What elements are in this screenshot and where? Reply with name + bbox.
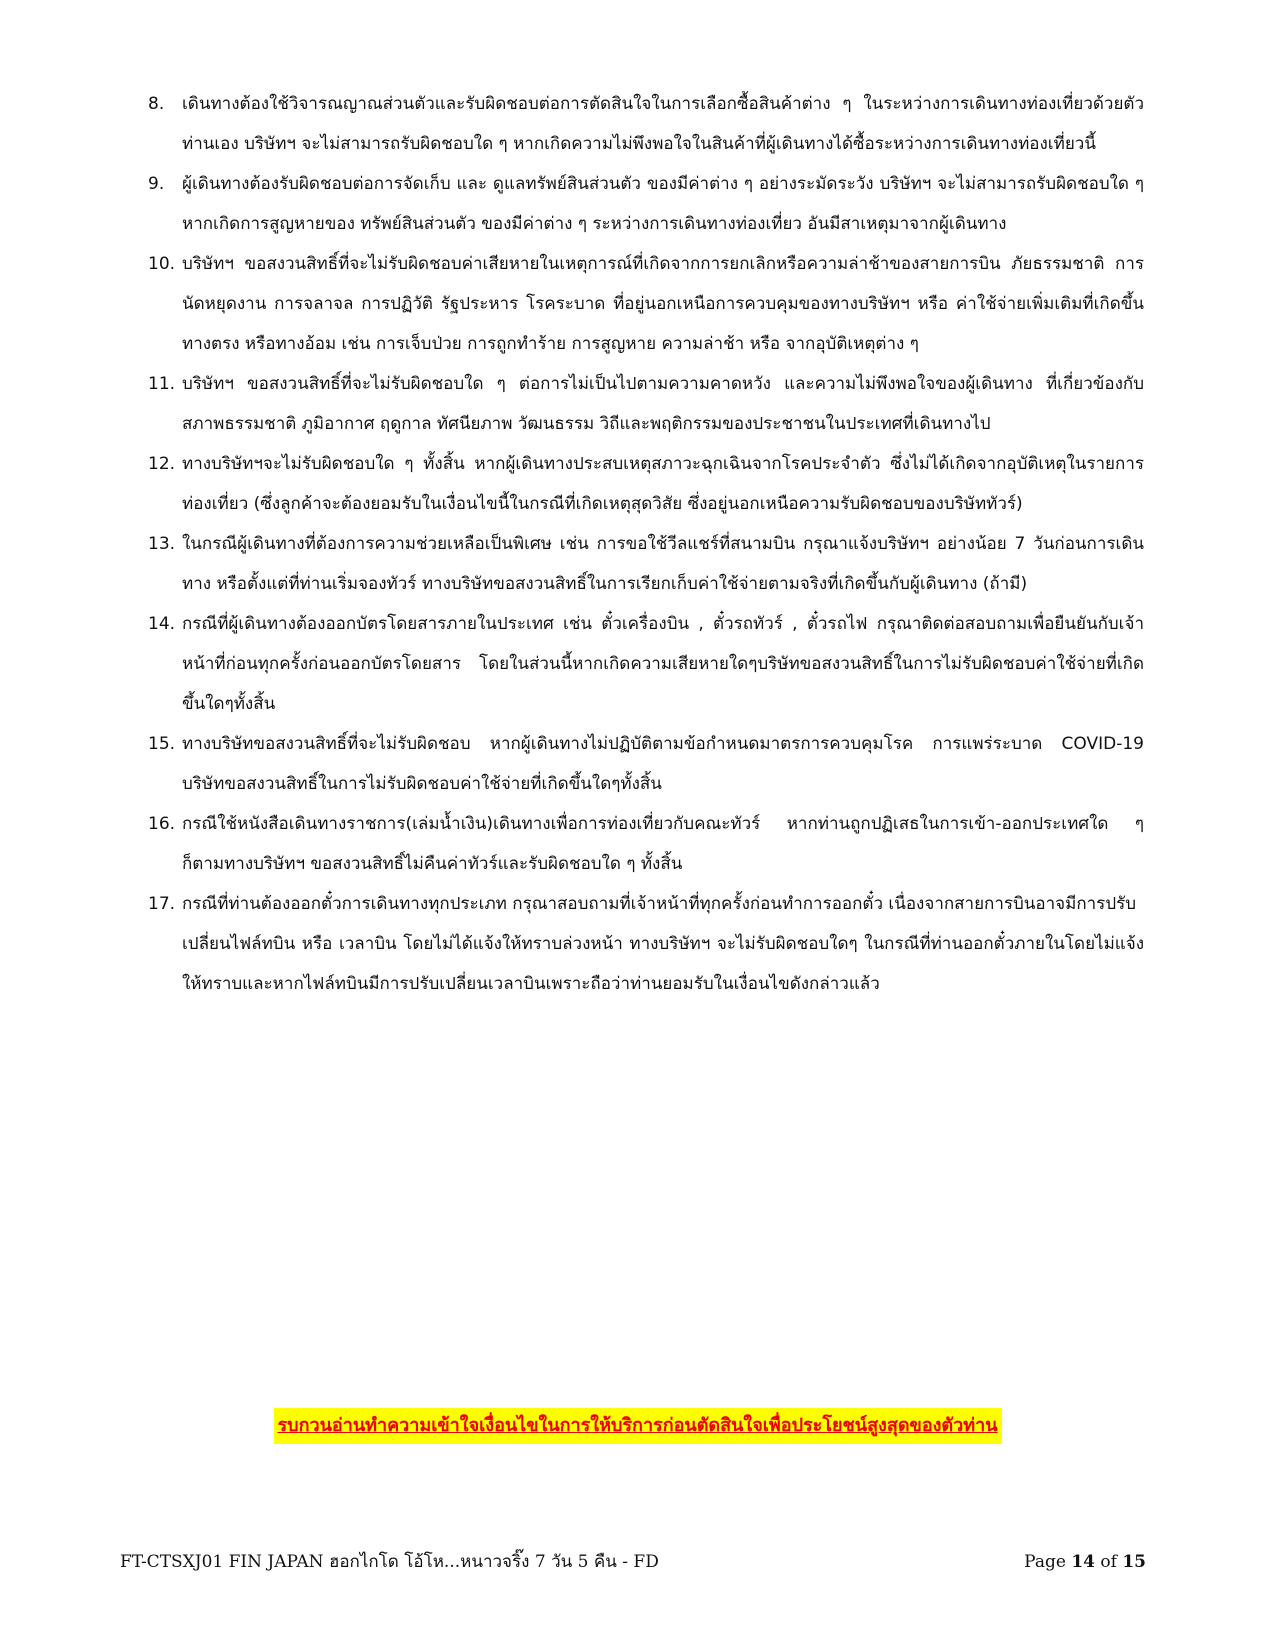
item-body <box>182 84 1144 164</box>
item-text: กรณีที่ท่านต้องออกตั๋วการเดินทางทุกประเภท กรุณาสอบถามที่เจ้าหน้าที่ทุกครั้งก่อนทำการออกตั๋ว เนื่องจากสายการบินอาจมีการปรับ <box>182 894 1137 914</box>
item-number: 9. <box>148 174 165 194</box>
terms-list <box>148 84 1144 1004</box>
list-item <box>148 84 1144 164</box>
item-text-continued: เปลี่ยนไฟล์ทบิน หรือ เวลาบิน โดยไม่ได้แจ้งให้ทราบล่วงหน้า ทางบริษัทฯ จะไม่รับผิดชอบใดๆ ในกรณีที่ท่านออกตั๋วภายในโดยไม่แจ้งให้ทราบและหากไฟล์ทบินมีการปรับเปลี่ยนเวลาบินเพราะถือว่าท่านยอมรับในเงื่อนไขดังกล่าวแล้ว <box>182 934 1144 994</box>
page-label: Page <box>1024 1552 1066 1572</box>
notice-banner: รบกวนอ่านทำความเข้าใจเงื่อนไขในการให้บริการก่อนตัดสินใจเพื่อประโยชน์สูงสุดของตัวท่าน <box>274 1408 1002 1444</box>
list-item <box>148 164 1144 244</box>
page-total: 15 <box>1122 1552 1146 1572</box>
item-body <box>182 884 1144 1004</box>
list-item <box>148 364 1144 444</box>
list-item <box>148 604 1144 724</box>
item-body <box>182 524 1144 604</box>
item-text: ในกรณีผู้เดินทางที่ต้องการความช่วยเหลือเป็นพิเศษ เช่น การขอใช้วีลแชร์ที่สนามบิน กรุณาแจ้งบริษัทฯ อย่างน้อย 7 วันก่อนการเดินทาง หรือตั้งแต่ที่ท่านเริ่มจองทัวร์ ทางบริษัทขอสงวนสิทธิ์ในการเรียกเก็บค่าใช้จ่ายตามจริงที่เกิดขึ้นกับผู้เดินทาง (ถ้ามี) <box>182 534 1144 594</box>
notice-container <box>0 1408 1275 1444</box>
footer-program-code: FT-CTSXJ01 FIN JAPAN ฮอกไกโด โอ้โห...หนาวจริ๊ง 7 วัน 5 คืน - FD <box>120 1552 659 1572</box>
item-number: 8. <box>148 94 165 114</box>
item-text: ทางบริษัทฯจะไม่รับผิดชอบใด ๆ ทั้งสิ้น หากผู้เดินทางประสบเหตุสภาวะฉุกเฉินจากโรคประจำตัว ซึ่งไม่ได้เกิดจากอุบัติเหตุในรายการท่องเที่ยว (ซึ่งลูกค้าจะต้องยอมรับในเงื่อนไขนี้ในกรณีที่เกิดเหตุสุดวิสัย ซึ่งอยู่นอกเหนือความรับผิดชอบของบริษัททัวร์) <box>182 454 1144 514</box>
item-body <box>182 364 1144 444</box>
item-text: ผู้เดินทางต้องรับผิดชอบต่อการจัดเก็บ และ ดูแลทรัพย์สินส่วนตัว ของมีค่าต่าง ๆ อย่างระมัดระวัง บริษัทฯ จะไม่สามารถรับผิดชอบใด ๆ หากเกิดการสูญหายของ ทรัพย์สินส่วนตัว ของมีค่าต่าง ๆ ระหว่างการเดินทางท่องเที่ยว อันมีสาเหตุมาจากผู้เดินทาง <box>182 174 1144 234</box>
item-body <box>182 444 1144 524</box>
item-text: กรณีที่ผู้เดินทางต้องออกบัตรโดยสารภายในประเทศ เช่น ตั๋วเครื่องบิน , ตั๋วรถทัวร์ , ตั๋วรถไฟ กรุณาติดต่อสอบถามเพื่อยืนยันกับเจ้าหน้าที่ก่อนทุกครั้งก่อนออกบัตรโดยสาร โดยในส่วนนี้หากเกิดความเสียหายใดๆบริษัทขอสงวนสิทธิ์ในการไม่รับผิดชอบค่าใช้จ่ายที่เกิดขึ้นใดๆทั้งสิ้น <box>182 614 1144 714</box>
item-number: 17. <box>148 894 176 914</box>
item-body <box>182 244 1144 364</box>
list-item <box>148 444 1144 524</box>
item-number: 11. <box>148 374 176 394</box>
list-item <box>148 724 1144 804</box>
list-item <box>148 884 1144 1004</box>
list-item <box>148 804 1144 884</box>
item-text: บริษัทฯ ขอสงวนสิทธิ์ที่จะไม่รับผิดชอบค่าเสียหายในเหตุการณ์ที่เกิดจากการยกเลิกหรือความล่าช้าของสายการบิน ภัยธรรมชาติ การนัดหยุดงาน การจลาจล การปฏิวัติ รัฐประหาร โรคระบาด ที่อยู่นอกเหนือการควบคุมของทางบริษัทฯ หรือ ค่าใช้จ่ายเพิ่มเติมที่เกิดขึ้นทางตรง หรือทางอ้อม เช่น การเจ็บป่วย การถูกทำร้าย การสูญหาย ความล่าช้า หรือ จากอุบัติเหตุต่าง ๆ <box>182 254 1144 354</box>
item-number: 15. <box>148 734 176 754</box>
item-number: 10. <box>148 254 176 274</box>
item-number: 16. <box>148 814 176 834</box>
item-body <box>182 724 1144 804</box>
item-body <box>182 804 1144 884</box>
item-text: กรณีใช้หนังสือเดินทางราชการ(เล่มน้ำเงิน)เดินทางเพื่อการท่องเที่ยวกับคณะทัวร์ หากท่านถูกปฏิเสธในการเข้า-ออกประเทศใด ๆ ก็ตามทางบริษัทฯ ขอสงวนสิทธิ์ไม่คืนค่าทัวร์และรับผิดชอบใด ๆ ทั้งสิ้น <box>182 814 1144 874</box>
footer-page-number <box>1024 1550 1146 1574</box>
item-number: 13. <box>148 534 176 554</box>
item-number: 12. <box>148 454 176 474</box>
item-body <box>182 604 1144 724</box>
item-number: 14. <box>148 614 176 634</box>
page-of-label: of <box>1100 1552 1117 1572</box>
list-item <box>148 524 1144 604</box>
item-text: ทางบริษัทขอสงวนสิทธิ์ที่จะไม่รับผิดชอบ หากผู้เดินทางไม่ปฏิบัติตามข้อกำหนดมาตรการควบคุมโรค การแพร่ระบาด COVID-19 บริษัทขอสงวนสิทธิ์ในการไม่รับผิดชอบค่าใช้จ่ายที่เกิดขึ้นใดๆทั้งสิ้น <box>182 734 1144 794</box>
page-current: 14 <box>1071 1552 1095 1572</box>
item-body <box>182 164 1144 244</box>
list-item <box>148 244 1144 364</box>
item-text: บริษัทฯ ขอสงวนสิทธิ์ที่จะไม่รับผิดชอบใด ๆ ต่อการไม่เป็นไปตามความคาดหวัง และความไม่พึงพอใจของผู้เดินทาง ที่เกี่ยวข้องกับ สภาพธรรมชาติ ภูมิอากาศ ฤดูกาล ทัศนียภาพ วัฒนธรรม วิถีและพฤติกรรมของประชาชนในประเทศที่เดินทางไป <box>182 374 1144 434</box>
item-text: เดินทางต้องใช้วิจารณญาณส่วนตัวและรับผิดชอบต่อการตัดสินใจในการเลือกซื้อสินค้าต่าง ๆ ในระหว่างการเดินทางท่องเที่ยวด้วยตัวท่านเอง บริษัทฯ จะไม่สามารถรับผิดชอบใด ๆ หากเกิดความไม่พึงพอใจในสินค้าที่ผู้เดินทางได้ซื้อระหว่างการเดินทางท่องเที่ยวนี้ <box>182 94 1144 154</box>
